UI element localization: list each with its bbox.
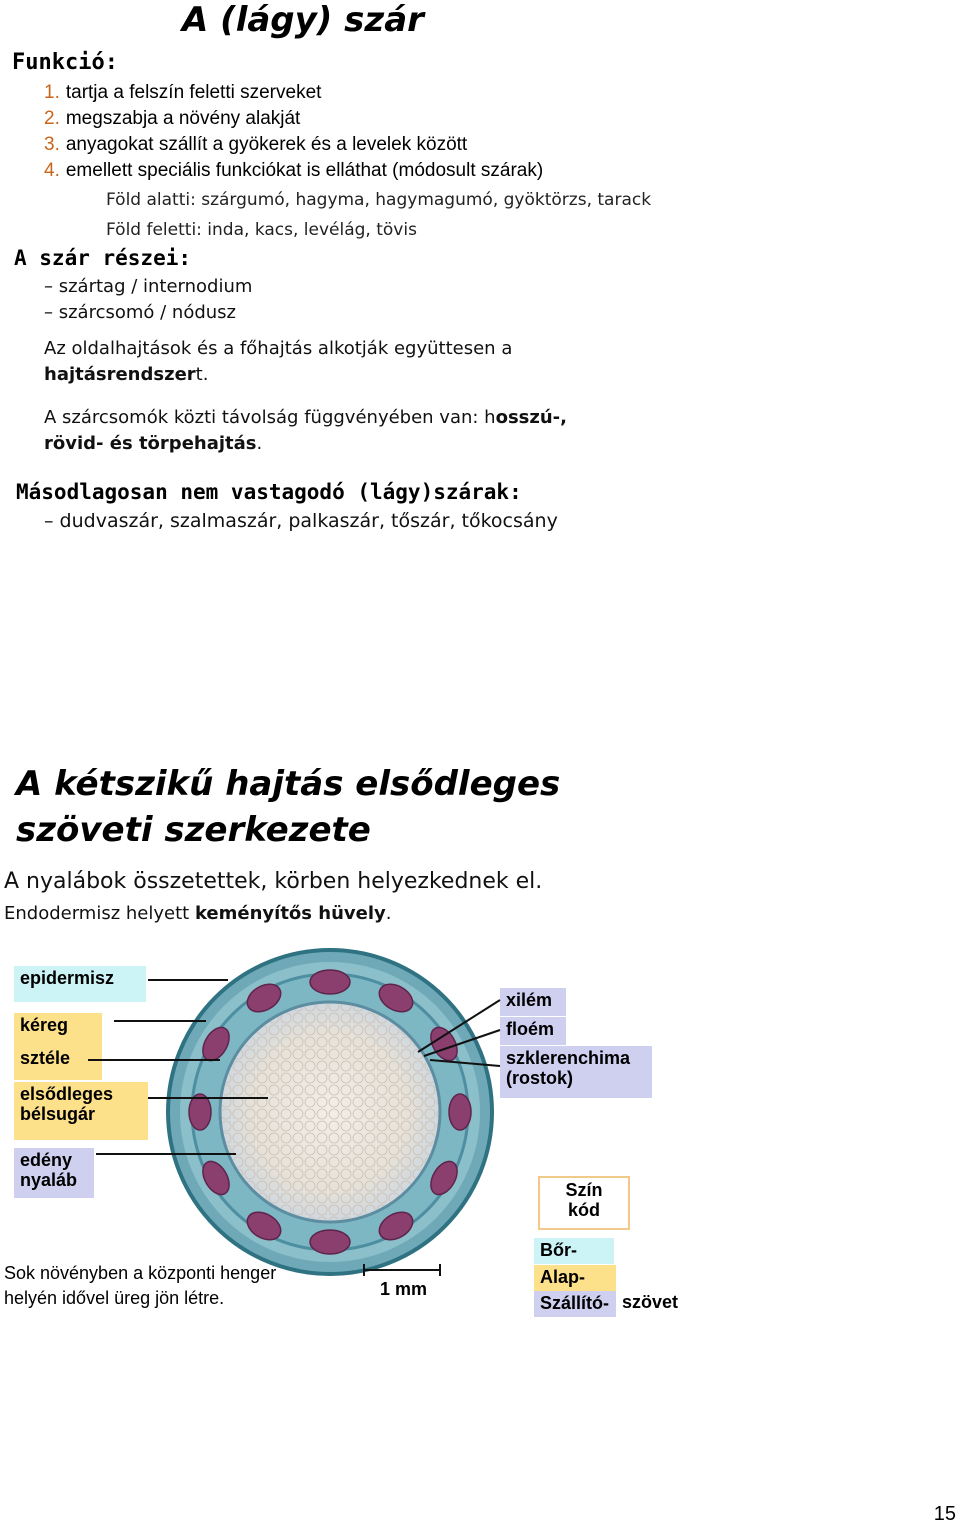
secondary-item: – dudvaszár, szalmaszár, palkaszár, tőszár, tőkocsány [44,510,558,532]
label-sclerenchyma: szklerenchima (rostok) [500,1046,652,1098]
right-pointer-lines [400,990,510,1080]
label-cortex: kéreg [14,1013,102,1047]
cavity-note-line2: helyén idővel üreg jön létre. [4,1288,225,1308]
pointer-line [96,1153,236,1155]
label-stele: sztéle [14,1046,102,1080]
page-title: A (lágy) szár [182,0,424,40]
pointer-line [88,1059,220,1061]
pointer-line [114,1020,206,1022]
scale-label: 1 mm [380,1279,428,1299]
pointer-line [148,1097,268,1099]
function-item: 3. anyagokat szállít a gyökerek és a levelek között [44,134,468,155]
page-number: 15 [933,1503,956,1525]
legend-vascular: Szállító- [534,1291,616,1317]
dicot-title-line2: szöveti szerkezete [16,810,371,850]
legend-ground: Alap- [534,1265,616,1291]
label-epidermis: epidermisz [14,966,146,1002]
scale-bar [362,1262,444,1278]
shoot-system-text-line2: hajtásrendszert. [44,364,209,385]
label-phloem: floém [500,1017,566,1045]
node-distance-text-line1: A szárcsomók közti távolság függvényében van: hosszú-, [44,407,567,428]
dicot-title-line1: A kétszikű hajtás elsődleges [16,764,561,804]
bundles-text: A nyalábok összetettek, körben helyezkednek el. [4,869,543,894]
function-heading: Funkció: [12,50,118,75]
function-item: 1. tartja a felszín feletti szerveket [44,82,322,103]
underground-modified-stems: Föld alatti: szárgumó, hagyma, hagymagumó, gyöktörzs, tarack [106,190,652,210]
pointer-line [148,979,228,981]
node-distance-text-line2: rövid- és törpehajtás. [44,433,263,454]
aboveground-modified-stems: Föld feletti: inda, kacs, levélág, tövis [106,220,417,240]
parts-item-node: – szárcsomó / nódusz [44,302,237,323]
cavity-note-line1: Sok növényben a központi henger [4,1263,277,1283]
secondary-heading: Másodlagosan nem vastagodó (lágy)szárak: [16,480,522,504]
label-primary-pith-ray: elsődleges bélsugár [14,1082,148,1140]
function-item: 4. emellett speciális funkciókat is elláthat (módosult szárak) [44,160,544,181]
function-item: 2. megszabja a növény alakját [44,108,301,129]
legend-header: Szín kód [538,1176,630,1230]
shoot-system-text-line1: Az oldalhajtások és a főhajtás alkotják együttesen a [44,338,513,359]
legend-dermal: Bőr- [534,1238,614,1264]
label-xylem: xilém [500,988,566,1016]
parts-item-internode: – szártag / internodium [44,276,253,297]
label-vascular-bundle: edény nyaláb [14,1148,94,1198]
starch-sheath-text: Endodermisz helyett keményítős hüvely. [4,903,392,924]
parts-heading: A szár részei: [14,246,192,270]
legend-tissue-word: szövet [622,1292,679,1312]
